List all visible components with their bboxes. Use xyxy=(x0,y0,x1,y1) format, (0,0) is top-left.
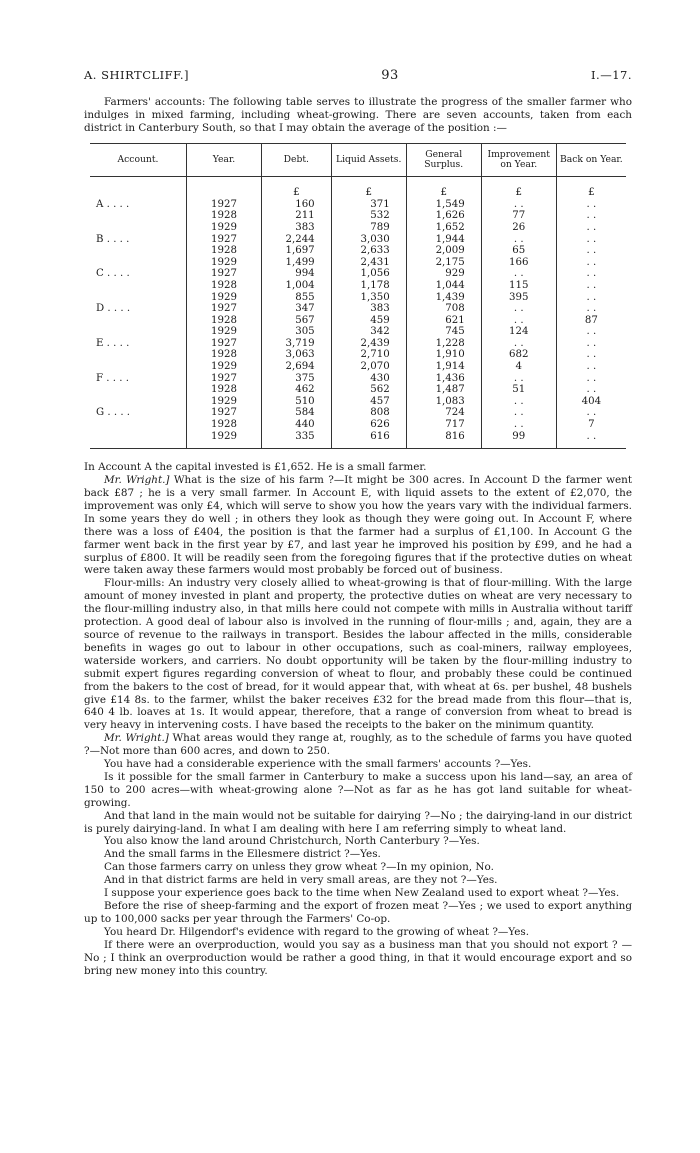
cell-acct: B . . . . xyxy=(90,234,186,246)
body-text xyxy=(84,461,632,977)
table-row xyxy=(90,396,626,408)
paragraph xyxy=(84,900,632,926)
cell-debt: 2,244 xyxy=(262,234,332,246)
cell-debt: 305 xyxy=(262,326,332,338)
intro-paragraph: Farmers' accounts: The following table serves to illustrate the progress of the smaller farmer who indulges in mixed farming, including wheat-growing. There are seven accounts, taken from each district in Canterbury South, so that I may obtain the average of the position :— xyxy=(84,96,632,134)
cell-year: 1929 xyxy=(186,361,261,373)
paragraph-text: You also know the land around Christchurch, North Canterbury ?—Yes. xyxy=(104,835,480,848)
cell-year: 1928 xyxy=(186,210,261,222)
table-row xyxy=(90,291,626,303)
cell-debt: 2,694 xyxy=(262,361,332,373)
cell-liquid: 626 xyxy=(331,419,406,431)
cell-imp: . . xyxy=(481,407,556,419)
cell-back: 7 xyxy=(588,419,595,431)
cell-debt: 3,719 xyxy=(262,338,332,350)
header-reference: I.—17. xyxy=(591,68,632,82)
cell-imp: . . xyxy=(481,338,556,350)
cell-imp: . . xyxy=(481,303,556,315)
cell-liquid: 808 xyxy=(331,407,406,419)
table-row xyxy=(90,303,626,315)
cell-imp: 65 xyxy=(481,245,556,257)
cell-liquid: 371 xyxy=(331,199,406,211)
table-row xyxy=(90,373,626,385)
cell-back: 87 xyxy=(584,314,598,326)
cell-acct: E . . . . xyxy=(90,338,186,350)
cell-year: 1929 xyxy=(186,291,261,303)
cell-year: 1927 xyxy=(186,234,261,246)
cell-surplus: 724 xyxy=(406,407,481,419)
cell-surplus: 1,228 xyxy=(406,338,481,350)
page-number: 93 xyxy=(381,68,399,83)
cell-acct xyxy=(90,245,186,257)
cell-debt: 335 xyxy=(262,431,332,449)
paragraph-text: If there were an overproduction, would you say as a business man that you should not export ? —No ; I think an overproduction would be rather a good thing, in that it would encourage export and so bring new money into this country. xyxy=(84,938,632,977)
table-row xyxy=(90,245,626,257)
table-row xyxy=(90,326,626,338)
cell-acct xyxy=(90,291,186,303)
cell-liquid: 2,431 xyxy=(331,257,406,269)
cell-surplus: 1,549 xyxy=(406,199,481,211)
table-row xyxy=(90,384,626,396)
cell-debt: 462 xyxy=(262,384,332,396)
cell-back: . . xyxy=(586,303,597,315)
cell-acct: F . . . . xyxy=(90,373,186,385)
cell-imp: 395 xyxy=(481,291,556,303)
cell-liquid: 2,439 xyxy=(331,338,406,350)
paragraph xyxy=(84,848,632,861)
cell-back: . . xyxy=(556,431,626,449)
cell-year: 1928 xyxy=(186,419,261,431)
cell-year: 1927 xyxy=(186,199,261,211)
cell-year: 1928 xyxy=(186,245,261,257)
cell-liquid: 562 xyxy=(331,384,406,396)
cell-debt: 567 xyxy=(262,315,332,327)
paragraph xyxy=(84,939,632,978)
paragraph xyxy=(84,732,632,758)
table-row xyxy=(90,268,626,280)
cell-year: 1929 xyxy=(186,396,261,408)
table-row xyxy=(90,210,626,222)
cell-imp: 51 xyxy=(481,384,556,396)
cell-surplus: 1,487 xyxy=(406,384,481,396)
cell-back: . . xyxy=(586,361,597,373)
column-header: General Surplus. xyxy=(406,143,481,176)
cell-surplus: 745 xyxy=(406,326,481,338)
column-header: Back on Year. xyxy=(556,143,626,176)
table-row xyxy=(90,234,626,246)
cell-acct: C . . . . xyxy=(90,268,186,280)
cell-debt: 3,063 xyxy=(262,349,332,361)
cell-back: 404 xyxy=(581,395,602,407)
empty-cell xyxy=(90,176,186,199)
cell-back: . . xyxy=(586,384,597,396)
table-row xyxy=(90,280,626,292)
cell-acct xyxy=(90,361,186,373)
cell-year: 1927 xyxy=(186,373,261,385)
cell-liquid: 616 xyxy=(331,431,406,449)
cell-acct: A . . . . xyxy=(90,199,186,211)
cell-back: . . xyxy=(586,279,597,291)
cell-year: 1927 xyxy=(186,338,261,350)
cell-debt: 1,499 xyxy=(262,257,332,269)
cell-imp: . . xyxy=(481,199,556,211)
cell-surplus: 1,083 xyxy=(406,396,481,408)
cell-year: 1928 xyxy=(186,349,261,361)
paragraph-text: And the small farms in the Ellesmere district ?—Yes. xyxy=(104,848,381,861)
cell-year: 1928 xyxy=(186,384,261,396)
cell-debt: 1,697 xyxy=(262,245,332,257)
cell-back: . . xyxy=(586,326,597,338)
cell-acct xyxy=(90,349,186,361)
paragraph-text: Is it possible for the small farmer in Canterbury to make a success upon his land—say, an area of 150 to 200 acres—with wheat-growing alone ?—Not as far as he has got land suitable for wheat-growing. xyxy=(84,770,632,809)
cell-back: . . xyxy=(586,256,597,268)
cell-acct: G . . . . xyxy=(90,407,186,419)
cell-surplus: 1,626 xyxy=(406,210,481,222)
paragraph xyxy=(84,887,632,900)
cell-debt: 383 xyxy=(262,222,332,234)
table-row xyxy=(90,431,626,449)
cell-debt: 375 xyxy=(262,373,332,385)
paragraph-text: In Account A the capital invested is £1,652. He is a small farmer. xyxy=(84,461,427,474)
cell-surplus: 717 xyxy=(406,419,481,431)
cell-back: . . xyxy=(586,210,597,222)
unit-row xyxy=(90,176,626,199)
column-header: Debt. xyxy=(262,143,332,176)
cell-acct xyxy=(90,210,186,222)
speaker-label: Mr. Wright.] xyxy=(104,474,170,487)
cell-surplus: 708 xyxy=(406,303,481,315)
cell-liquid: 2,070 xyxy=(331,361,406,373)
cell-surplus: 929 xyxy=(406,268,481,280)
table-row xyxy=(90,349,626,361)
cell-imp: . . xyxy=(481,234,556,246)
table-body xyxy=(90,176,626,448)
cell-acct xyxy=(90,384,186,396)
cell-surplus: 1,044 xyxy=(406,280,481,292)
column-header: Year. xyxy=(186,143,261,176)
cell-liquid: 1,056 xyxy=(331,268,406,280)
cell-imp: 166 xyxy=(481,257,556,269)
cell-liquid: 342 xyxy=(331,326,406,338)
unit-cell: £ xyxy=(406,176,481,199)
cell-year: 1929 xyxy=(186,257,261,269)
cell-surplus: 621 xyxy=(406,315,481,327)
paragraph-text: You have had a considerable experience with the small farmers' accounts ?—Yes. xyxy=(104,758,532,771)
accounts-table xyxy=(90,143,626,449)
cell-acct xyxy=(90,326,186,338)
cell-imp: 26 xyxy=(481,222,556,234)
cell-surplus: 1,914 xyxy=(406,361,481,373)
table-row xyxy=(90,407,626,419)
running-header xyxy=(84,68,632,90)
cell-debt: 347 xyxy=(262,303,332,315)
table-row xyxy=(90,361,626,373)
cell-surplus: 1,910 xyxy=(406,349,481,361)
cell-liquid: 1,178 xyxy=(331,280,406,292)
cell-debt: 584 xyxy=(262,407,332,419)
paragraph-text: And in that district farms are held in very small areas, are they not ?—Yes. xyxy=(104,874,498,887)
cell-debt: 1,004 xyxy=(262,280,332,292)
unit-cell: £ xyxy=(331,176,406,199)
cell-surplus: 1,652 xyxy=(406,222,481,234)
paragraph xyxy=(84,758,632,771)
cell-liquid: 2,710 xyxy=(331,349,406,361)
table-row xyxy=(90,257,626,269)
paragraph-text: And that land in the main would not be suitable for dairying ?—No ; the dairying-land in our district is purely dairying-land. In what I am dealing with here I am referring simply to wheat land. xyxy=(84,809,632,835)
table-row xyxy=(90,199,626,211)
cell-liquid: 459 xyxy=(331,315,406,327)
column-header: Account. xyxy=(90,143,186,176)
cell-liquid: 532 xyxy=(331,210,406,222)
cell-back: . . xyxy=(586,372,597,384)
cell-surplus: 2,175 xyxy=(406,257,481,269)
cell-back: . . xyxy=(586,349,597,361)
cell-imp: 4 xyxy=(481,361,556,373)
cell-debt: 440 xyxy=(262,419,332,431)
paragraph xyxy=(84,861,632,874)
paragraph-text: You heard Dr. Hilgendorf's evidence with regard to the growing of wheat ?—Yes. xyxy=(104,925,530,938)
cell-year: 1929 xyxy=(186,222,261,234)
cell-year: 1928 xyxy=(186,315,261,327)
cell-imp: . . xyxy=(481,268,556,280)
cell-liquid: 3,030 xyxy=(331,234,406,246)
speaker-label: Mr. Wright.] xyxy=(104,732,169,745)
table-row xyxy=(90,222,626,234)
cell-year: 1927 xyxy=(186,268,261,280)
cell-acct xyxy=(90,396,186,408)
cell-liquid: 430 xyxy=(331,373,406,385)
cell-imp: . . xyxy=(481,373,556,385)
paragraph xyxy=(84,810,632,836)
cell-acct xyxy=(90,222,186,234)
column-header: Liquid Assets. xyxy=(331,143,406,176)
header-author: A. SHIRTCLIFF.] xyxy=(84,68,189,82)
cell-debt: 855 xyxy=(262,291,332,303)
empty-cell xyxy=(186,176,261,199)
cell-debt: 510 xyxy=(262,396,332,408)
cell-back: . . xyxy=(586,198,597,210)
paragraph-text: Before the rise of sheep-farming and the export of frozen meat ?—Yes ; we used to export anything up to 100,000 sacks per year through the Farmers' Co-op. xyxy=(84,900,632,925)
document-page xyxy=(84,68,632,977)
cell-imp: . . xyxy=(481,396,556,408)
cell-imp: 99 xyxy=(481,431,556,449)
unit-cell: £ xyxy=(262,176,332,199)
paragraph-text: I suppose your experience goes back to the time when New Zealand used to export wheat ?—Yes. xyxy=(104,887,620,900)
cell-back: . . xyxy=(586,407,597,419)
table-row xyxy=(90,315,626,327)
cell-year: 1928 xyxy=(186,280,261,292)
table-header-row xyxy=(90,143,626,176)
paragraph xyxy=(84,926,632,939)
cell-imp: . . xyxy=(481,419,556,431)
cell-surplus: 2,009 xyxy=(406,245,481,257)
cell-acct: D . . . . xyxy=(90,303,186,315)
paragraph xyxy=(84,874,632,887)
cell-debt: 211 xyxy=(262,210,332,222)
cell-acct xyxy=(90,257,186,269)
paragraph xyxy=(84,577,632,732)
unit-cell: £ xyxy=(481,176,556,199)
column-header: Improvement on Year. xyxy=(481,143,556,176)
cell-back: . . xyxy=(586,245,597,257)
table-row xyxy=(90,338,626,350)
cell-liquid: 789 xyxy=(331,222,406,234)
cell-back: . . xyxy=(586,233,597,245)
cell-acct xyxy=(90,280,186,292)
paragraph-text: Flour-mills: An industry very closely allied to wheat-growing is that of flour-milling. With the large amount of money invested in plant and property, the protective duties on wheat are very necessary to the flour-milling industry also, in that mills here could not compete with mills in Australia without tariff protection. A good deal of labour also is involved in the running of flour-mills ; and, again, they are a source of revenue to the railways in transport. Besides the labour affected in the mills, considerable benefits in wages go out to labour in other occupations, such as coal-miners, railway employees, waterside workers, and carriers. No doubt opportunity will be taken by the flour-milling industry to submit expert figures regarding conversion of wheat to flour, and probably these could be continued from the bakers to the cost of bread, for it would appear that, with wheat at 6s. per bushel, 48 bushels give £14 8s. to the farmer, whilst the baker receives £32 for the bread made from this flour—that is, 640 4 lb. loaves at 1s. It would appear, therefore, that a range of conversion from wheat to bread is very heavy in intervening costs. I have based the receipts to the baker on the minimum quantity. xyxy=(84,577,632,732)
cell-surplus: 1,436 xyxy=(406,373,481,385)
table-row xyxy=(90,419,626,431)
cell-imp: 124 xyxy=(481,326,556,338)
cell-liquid: 2,633 xyxy=(331,245,406,257)
cell-acct xyxy=(90,431,186,449)
cell-debt: 994 xyxy=(262,268,332,280)
cell-surplus: 816 xyxy=(406,431,481,449)
paragraph xyxy=(84,474,632,577)
paragraph-text: Can those farmers carry on unless they grow wheat ?—In my opinion, No. xyxy=(104,861,494,874)
cell-surplus: 1,944 xyxy=(406,234,481,246)
cell-year: 1929 xyxy=(186,431,261,449)
cell-surplus: 1,439 xyxy=(406,291,481,303)
paragraph-text: What is the size of his farm ?—It might be 300 acres. In Account D the farmer went back £87 ; he is a very small farmer. In Account E, with liquid assets to the extent of £2,070, the improvement was only £4, which will serve to show you how the years vary with the individual farmers. In some years they do well ; in others they look as though they were going out. In Account F, where there was a loss of £404, the position is that the farmer had a surplus of £1,100. In Account G the farmer went back in the first year by £7, and last year he improved his position by £99, and he had a surplus of £800. It will be readily seen from the foregoing figures that if the protective duties on wheat were taken away these farmers would most probably be forced out of business. xyxy=(84,474,633,577)
cell-year: 1929 xyxy=(186,326,261,338)
cell-imp: 77 xyxy=(481,210,556,222)
cell-back: . . xyxy=(586,268,597,280)
cell-imp: . . xyxy=(481,315,556,327)
paragraph xyxy=(84,461,632,474)
cell-imp: 682 xyxy=(481,349,556,361)
paragraph xyxy=(84,835,632,848)
cell-debt: 160 xyxy=(262,199,332,211)
cell-imp: 115 xyxy=(481,280,556,292)
paragraph xyxy=(84,771,632,810)
cell-acct xyxy=(90,315,186,327)
cell-back: . . xyxy=(586,337,597,349)
cell-year: 1927 xyxy=(186,303,261,315)
cell-back: . . xyxy=(586,291,597,303)
cell-liquid: 1,350 xyxy=(331,291,406,303)
paragraph-text: What areas would they range at, roughly, as to the schedule of farms you have quoted ?—Not more than 600 acres, and down to 250. xyxy=(84,732,632,758)
cell-liquid: 457 xyxy=(331,396,406,408)
cell-acct xyxy=(90,419,186,431)
cell-liquid: 383 xyxy=(331,303,406,315)
unit-cell: £ xyxy=(588,186,595,198)
cell-year: 1927 xyxy=(186,407,261,419)
cell-back: . . xyxy=(586,221,597,233)
